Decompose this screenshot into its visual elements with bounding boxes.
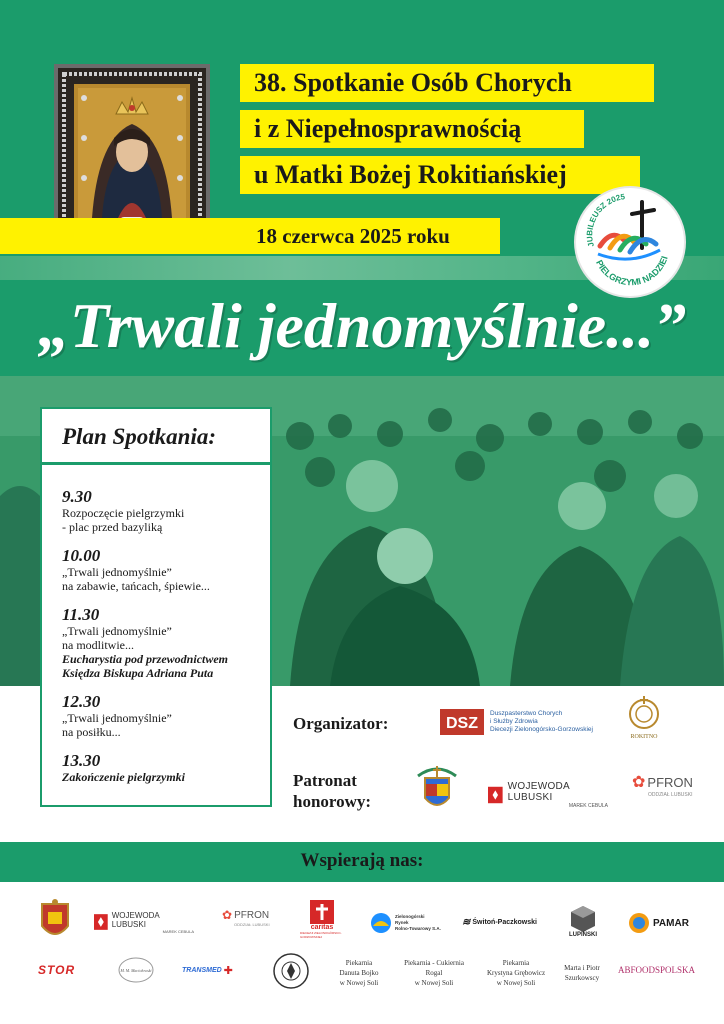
stor-logo: [38, 962, 88, 978]
wojewoda-sub: MAREK CEBULA: [568, 803, 608, 809]
program-description: Rozpoczęcie pielgrzymki - plac przed bazyliką: [62, 506, 185, 534]
zrrt-text: Zielonogórski Rynek Rolno-Towarowy S.A.: [395, 914, 441, 931]
nowa-sol-coat-of-arms: [38, 898, 72, 944]
motto-heading: „Trwali jednomyślnie...”: [37, 290, 687, 361]
jubilee-2025-logo: [576, 188, 684, 296]
bakery-bojko: Piekarnia Danuta Bojko w Nowej Soli: [339, 959, 379, 987]
program-description-emphasis: Zakończenie pielgrzymki: [62, 770, 185, 784]
lupinski-cube-icon: [569, 904, 597, 932]
polish-eagle-icon: [488, 786, 503, 804]
wojewoda-patron-logo: [488, 781, 608, 809]
title-line-3: u Matki Bożej Rokitiańskiej: [240, 156, 640, 194]
mm-logo: [116, 956, 156, 984]
sponsor-szurkowscy: Marta i Piotr Szurkowscy: [564, 964, 600, 982]
switon-name: Świtoń-Paczkowski: [472, 918, 537, 926]
jubilee-bottom-text: PIELGRZYMI NADZIEI: [594, 254, 670, 288]
stor-name: STOR: [38, 963, 76, 977]
program-time: 11.30: [62, 605, 100, 624]
program-item: [62, 692, 270, 739]
program-panel: [40, 407, 272, 807]
pfron-flower-icon: ✿: [222, 908, 233, 922]
pfron-flower-icon: ✿: [632, 774, 646, 791]
polish-eagle-icon: [94, 914, 108, 930]
switon-swoosh-icon: ≋: [462, 916, 471, 928]
caritas-cross-icon: [310, 900, 334, 924]
wojewoda-name: WOJEWODA LUBUSKI: [111, 910, 160, 929]
wojewoda-sub: MAREK CEBULA: [162, 928, 194, 934]
supporters-title: Wspierają nas:: [300, 850, 424, 871]
zrrt-emblem-icon: [370, 912, 392, 934]
program-description: „Trwali jednomyślnie” na zabawie, tańcach, śpiewie...: [62, 565, 210, 593]
program-description: „Trwali jednomyślnie” na posiłku...: [62, 711, 172, 739]
caritas-logo: [300, 900, 344, 944]
caritas-sub: DIECEZJI ZIELONOGÓRSKO-GORZOWSKIEJ: [300, 931, 342, 939]
patronage-label-line2: honorowy:: [293, 792, 372, 811]
zrrt-logo: [370, 910, 442, 936]
lupinski-logo: [566, 904, 600, 946]
organizer-label: Organizator:: [293, 714, 389, 733]
program-time: 12.30: [62, 692, 101, 711]
program-heading: Plan Spotkania:: [42, 409, 270, 465]
fire-brigade-logo: [272, 952, 310, 990]
event-date: 18 czerwca 2025 roku: [256, 224, 450, 248]
program-item: [62, 751, 270, 784]
pfron-name: PFRON: [647, 774, 693, 790]
rokitno-text: ROKITNO: [630, 734, 658, 740]
bakery-grebowicz: Piekarnia Krystyna Grębowicz w Nowej Soli: [486, 959, 546, 987]
svg-text:DSZ: DSZ: [446, 715, 478, 732]
program-description-emphasis: Eucharystia pod przewodnictwem Księdza Biskupa Adriana Puta: [62, 652, 229, 680]
transmed-name: TRANSMED: [182, 966, 222, 974]
title-line-1: 38. Spotkanie Osób Chorych: [240, 64, 654, 102]
program-description: „Trwali jednomyślnie” na modlitwie...: [62, 624, 172, 652]
pamar-globe-icon: [628, 912, 650, 934]
rokitno-emblem-icon: [626, 694, 662, 734]
switon-logo: [462, 914, 542, 930]
mm-name: M. M. Maciołowski: [120, 967, 152, 973]
rokitno-logo: [622, 694, 666, 750]
pfron-patron-logo: [632, 772, 702, 810]
transmed-cross-icon: ✚: [223, 964, 233, 977]
program-item: [62, 546, 270, 593]
lupinski-name: LUPIŃSKI: [568, 932, 597, 938]
pamar-name: PAMAR: [653, 917, 689, 929]
bishop-coat-of-arms: [412, 762, 462, 816]
jubilee-top-text: JUBILEUSZ 2025: [585, 192, 626, 248]
pamar-logo: [628, 910, 696, 936]
caritas-name: caritas: [310, 924, 334, 931]
program-time: 9.30: [62, 487, 92, 506]
dsz-logo: [440, 702, 610, 742]
pfron-sub: ODDZIAŁ LUBUSKI: [648, 792, 693, 798]
program-item: [62, 487, 270, 534]
pfron-name: PFRON: [234, 909, 270, 921]
wojewoda-name: WOJEWODA LUBUSKI: [507, 781, 570, 803]
wojewoda-supporter-logo: [94, 912, 194, 932]
program-item: [62, 605, 270, 680]
abfoods-name: ABFOODSPOLSKA: [618, 965, 696, 975]
transmed-logo: [182, 962, 250, 978]
program-time: 13.30: [62, 751, 101, 770]
pfron-sub: ODDZIAŁ LUBUSKI: [234, 922, 270, 927]
bakery-rogal: Piekarnia - Cukiernia Rogal w Nowej Soli: [404, 959, 464, 987]
title-line-2: i z Niepełnosprawnością: [240, 110, 584, 148]
dsz-text: Duszpasterstwo Chorych i Służby Zdrowia Diecezji Zielonogórsko-Gorzowskiej: [490, 710, 593, 733]
program-list: [42, 465, 270, 784]
dsz-emblem-icon: [440, 709, 484, 735]
abfoods-logo: [618, 963, 698, 977]
fire-brigade-emblem-icon: [272, 952, 310, 990]
patronage-label-line1: Patronat: [293, 771, 357, 790]
program-time: 10.00: [62, 546, 101, 565]
pfron-supporter-logo: [222, 908, 282, 936]
